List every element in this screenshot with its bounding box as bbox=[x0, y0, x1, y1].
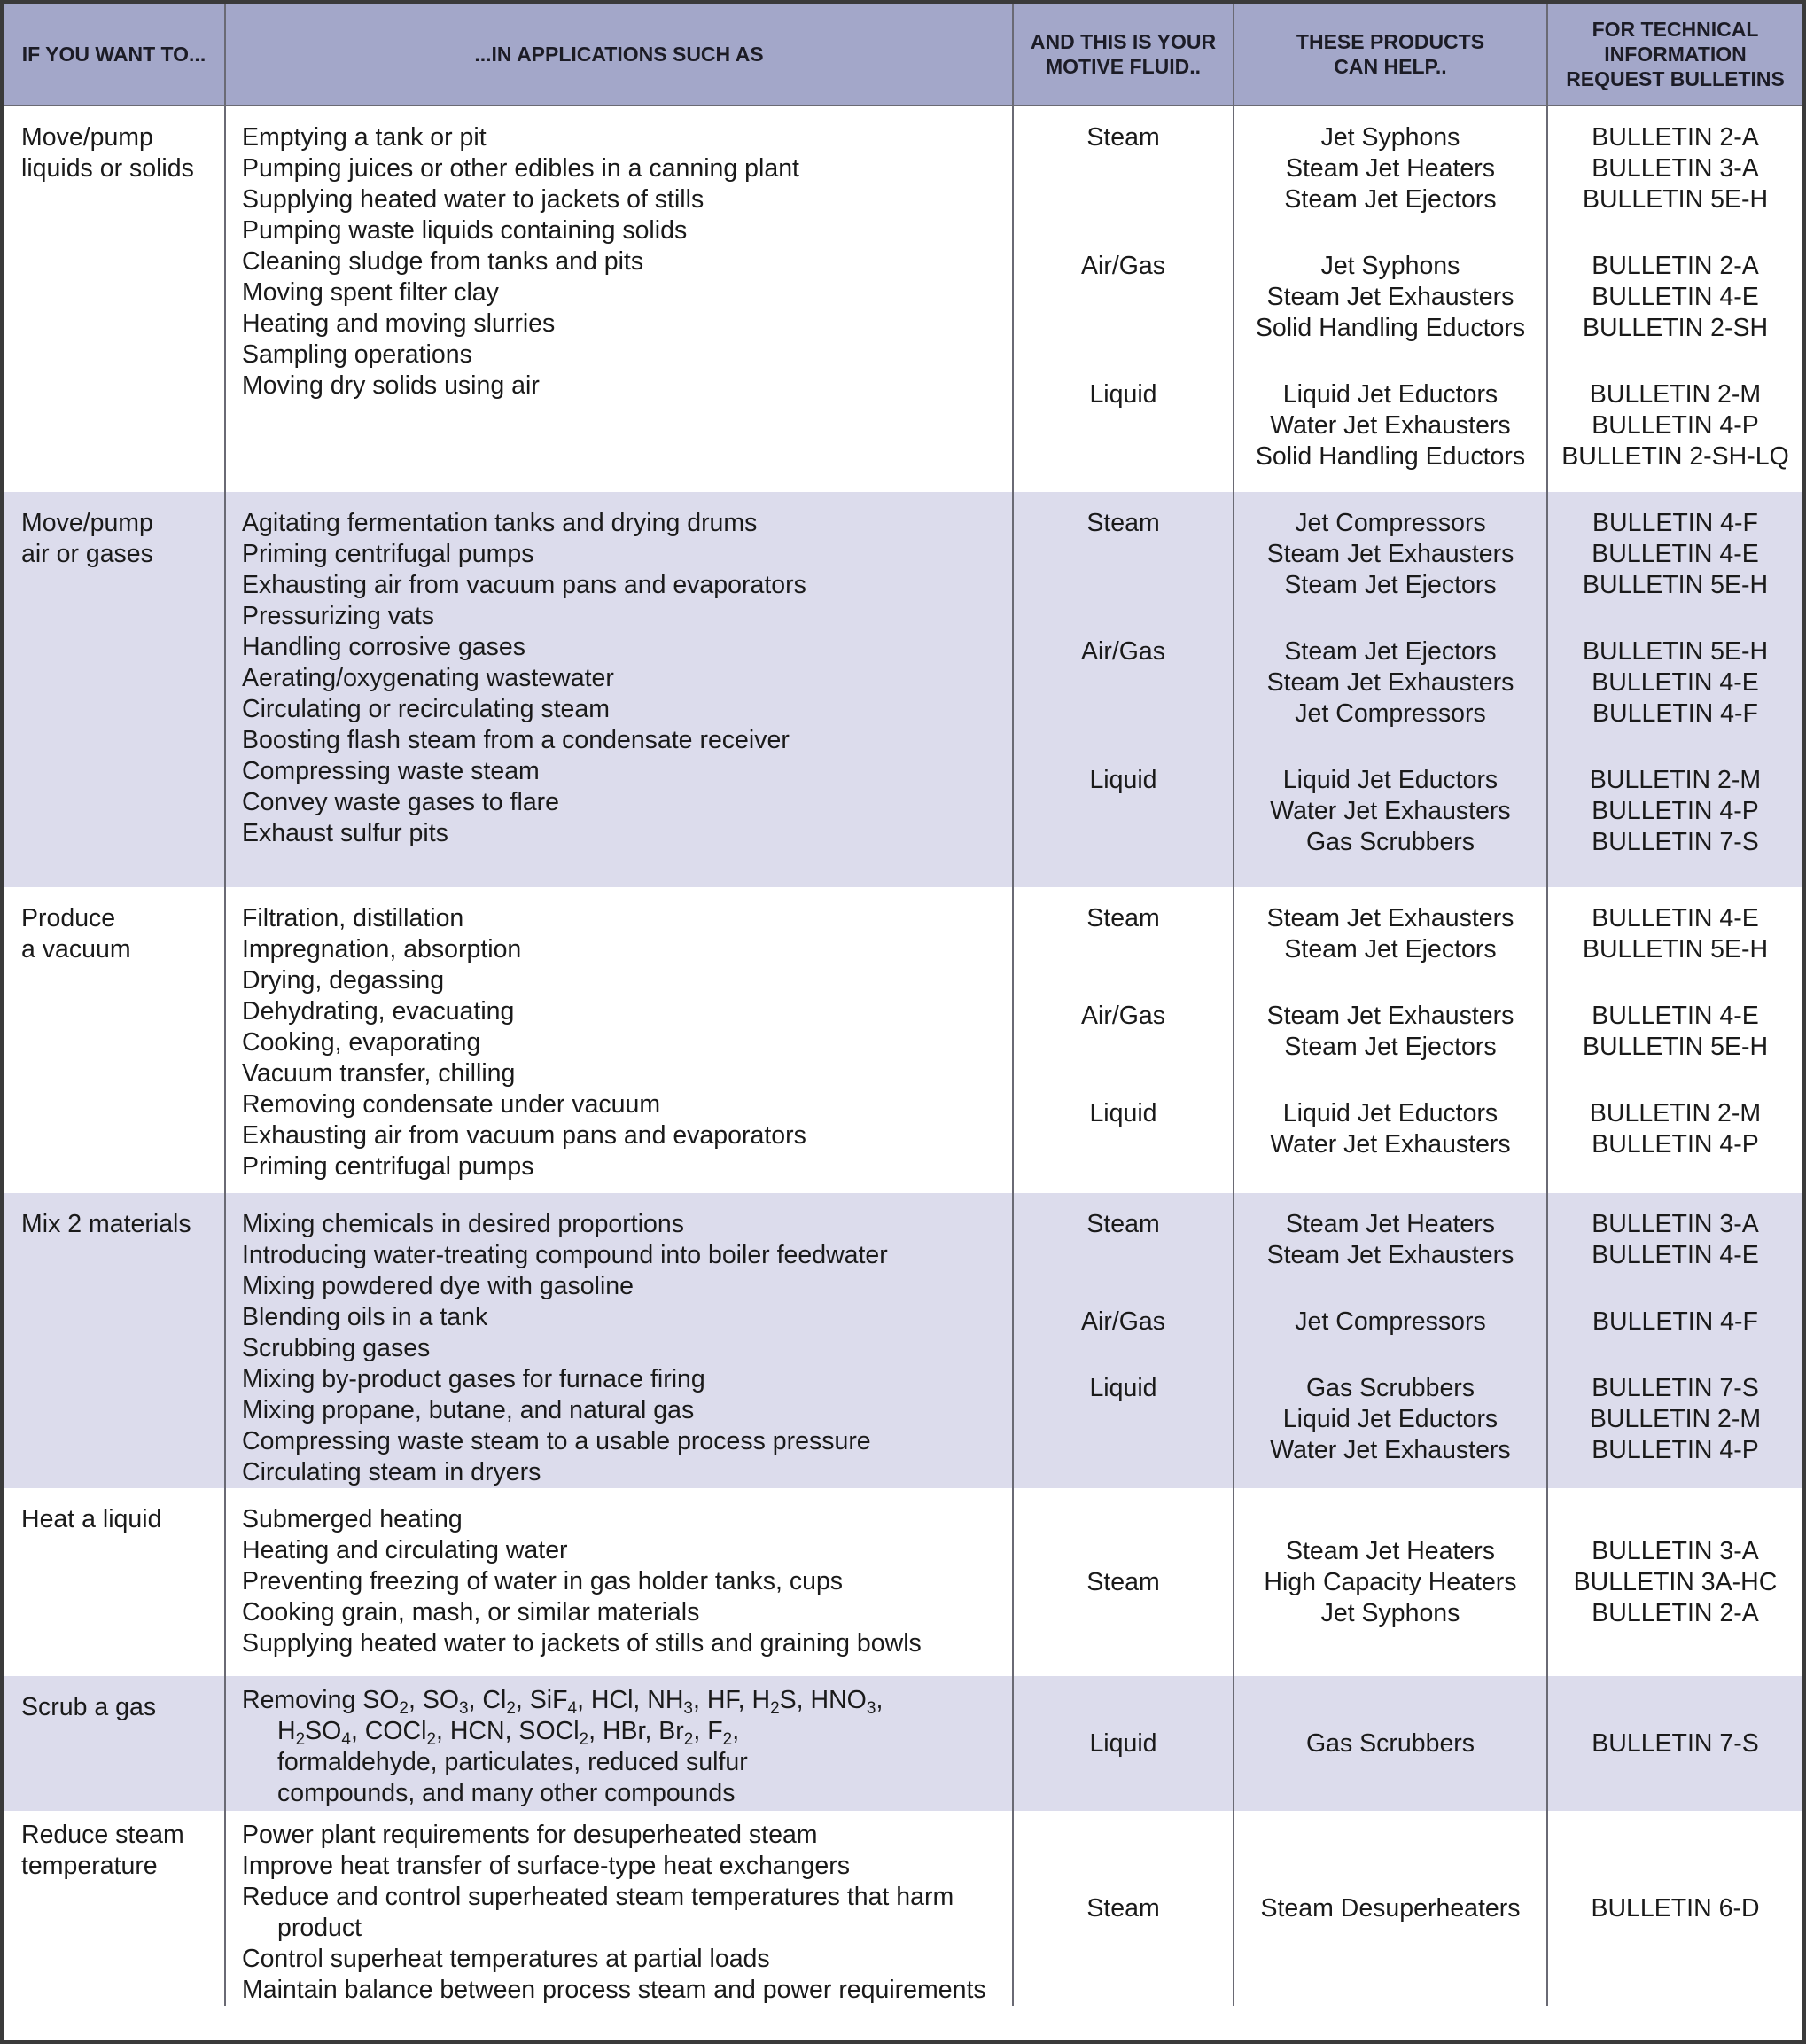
applications-cell: Power plant requirements for desuperheated steam Improve heat transfer of surface-type heat exchangers Reduce and control superheated steam temperatures that harm product Control superheat temperatures at partial loads Maintain balance between process steam and power requirements bbox=[225, 1811, 1013, 2006]
motive-fluid-cell: Steam Air/Gas Liquid bbox=[1013, 887, 1234, 1193]
selection-guide-table bbox=[4, 4, 1802, 2006]
applications-cell: Emptying a tank or pit Pumping juices or other edibles in a canning plant Supplying heated water to jackets of stills Pumping waste liquids containing solids Cleaning sludge from tanks and pits Moving spent filter clay Heating and moving slurries Sampling operations Moving dry solids using air bbox=[225, 105, 1013, 492]
table-row bbox=[4, 105, 1802, 492]
header-row bbox=[4, 4, 1802, 105]
products-cell: Jet Compressors Steam Jet Exhausters Steam Jet Ejectors Steam Jet Ejectors Steam Jet Exhausters Jet Compressors Liquid Jet Eductors Water Jet Exhausters Gas Scrubbers bbox=[1234, 492, 1547, 887]
products-cell: Steam Jet Exhausters Steam Jet Ejectors Steam Jet Exhausters Steam Jet Ejectors Liquid Jet Eductors Water Jet Exhausters bbox=[1234, 887, 1547, 1193]
bulletins-cell: BULLETIN 4-E BULLETIN 5E-H BULLETIN 4-E BULLETIN 5E-H BULLETIN 2-M BULLETIN 4-P bbox=[1547, 887, 1802, 1193]
bulletins-cell: BULLETIN 3-A BULLETIN 4-E BULLETIN 4-F BULLETIN 7-S BULLETIN 2-M BULLETIN 4-P bbox=[1547, 1193, 1802, 1488]
header-want: IF YOU WANT TO... bbox=[4, 4, 225, 105]
products-cell: Steam Jet Heaters Steam Jet Exhausters Jet Compressors Gas Scrubbers Liquid Jet Eductors Water Jet Exhausters bbox=[1234, 1193, 1547, 1488]
want-cell: Scrub a gas bbox=[4, 1676, 225, 1811]
table-row bbox=[4, 1676, 1802, 1811]
motive-fluid-cell: Steam Air/Gas Liquid bbox=[1013, 492, 1234, 887]
want-cell: Reduce steam temperature bbox=[21, 1821, 184, 1880]
header-products: THESE PRODUCTS CAN HELP.. bbox=[1234, 4, 1547, 105]
motive-fluid-cell: Steam bbox=[1013, 1811, 1234, 2006]
want-cell: Mix 2 materials bbox=[4, 1193, 225, 1488]
applications-cell: Filtration, distillation Impregnation, absorption Drying, degassing Dehydrating, evacuating Cooking, evaporating Vacuum transfer, chilling Removing condensate under vacuum Exhausting air from vacuum pans and evaporators Priming centrifugal pumps bbox=[225, 887, 1013, 1193]
want-cell: Heat a liquid bbox=[21, 1505, 162, 1533]
bulletins-cell: BULLETIN 6-D bbox=[1547, 1811, 1802, 2006]
table-row bbox=[4, 492, 1802, 887]
table-row bbox=[4, 887, 1802, 1193]
bulletins-cell: BULLETIN 7-S bbox=[1547, 1676, 1802, 1811]
motive-fluid-cell: Steam Air/Gas Liquid bbox=[1013, 105, 1234, 492]
products-cell: Steam Desuperheaters bbox=[1234, 1811, 1547, 2006]
applications-cell: Submerged heating Heating and circulating water Preventing freezing of water in gas holder tanks, cups Cooking grain, mash, or similar materials Supplying heated water to jackets of stills and graining bowls bbox=[225, 1488, 1013, 1676]
bulletins-cell: BULLETIN 2-A BULLETIN 3-A BULLETIN 5E-H BULLETIN 2-A BULLETIN 4-E BULLETIN 2-SH BULLETIN 2-M BULLETIN 4-P BULLETIN 2-SH-LQ bbox=[1547, 105, 1802, 492]
bulletins-cell: BULLETIN 4-F BULLETIN 4-E BULLETIN 5E-H BULLETIN 5E-H BULLETIN 4-E BULLETIN 4-F BULLETIN 2-M BULLETIN 4-P BULLETIN 7-S bbox=[1547, 492, 1802, 887]
bulletins-cell: BULLETIN 3-A BULLETIN 3A-HC BULLETIN 2-A bbox=[1547, 1488, 1802, 1676]
products-cell: Steam Jet Heaters High Capacity Heaters Jet Syphons bbox=[1234, 1488, 1547, 1676]
want-cell: Move/pump liquids or solids bbox=[21, 123, 194, 183]
products-cell: Jet Syphons Steam Jet Heaters Steam Jet Ejectors Jet Syphons Steam Jet Exhausters Solid Handling Eductors Liquid Jet Eductors Water Jet Exhausters Solid Handling Eductors bbox=[1234, 105, 1547, 492]
products-cell: Gas Scrubbers bbox=[1234, 1676, 1547, 1811]
table-row bbox=[4, 1193, 1802, 1488]
applications-cell: Removing $SO_2$, $SO_3$, $Cl_2$, SiF$_4$, HCl, $NH_3$, HF, $H_2S$, $HNO_3$, $H_2SO_4$, COCl$_2$, HCN, SOCl$_2$, HBr, $Br_2$, $F_2$, formaldehyde, particulates, reduced sulfur compounds, and many other compounds bbox=[225, 1676, 1013, 1811]
header-bulletins: FOR TECHNICAL INFORMATION REQUEST BULLETINS bbox=[1547, 4, 1802, 105]
motive-fluid-cell: Steam bbox=[1013, 1488, 1234, 1676]
motive-fluid-cell: Steam Air/Gas Liquid bbox=[1013, 1193, 1234, 1488]
header-applications: ...IN APPLICATIONS SUCH AS bbox=[225, 4, 1013, 105]
motive-fluid-cell: Liquid bbox=[1013, 1676, 1234, 1811]
applications-cell: Agitating fermentation tanks and drying drums Priming centrifugal pumps Exhausting air from vacuum pans and evaporators Pressurizing vats Handling corrosive gases Aerating/oxygenating wastewater Circulating or recirculating steam Boosting flash steam from a condensate receiver Compressing waste steam Convey waste gases to flare Exhaust sulfur pits bbox=[225, 492, 1013, 887]
applications-cell: Mixing chemicals in desired proportions Introducing water-treating compound into boiler feedwater Mixing powdered dye with gasoline Blending oils in a tank Scrubbing gases Mixing by-product gases for furnace firing Mixing propane, butane, and natural gas Compressing waste steam to a usable process pressure Circulating steam in dryers bbox=[225, 1193, 1013, 1488]
want-cell: Move/pump air or gases bbox=[4, 492, 225, 887]
header-motive-fluid: AND THIS IS YOUR MOTIVE FLUID.. bbox=[1013, 4, 1234, 105]
want-cell: Produce a vacuum bbox=[21, 904, 131, 963]
table-row bbox=[4, 1811, 1802, 2006]
table-row bbox=[4, 1488, 1802, 1676]
